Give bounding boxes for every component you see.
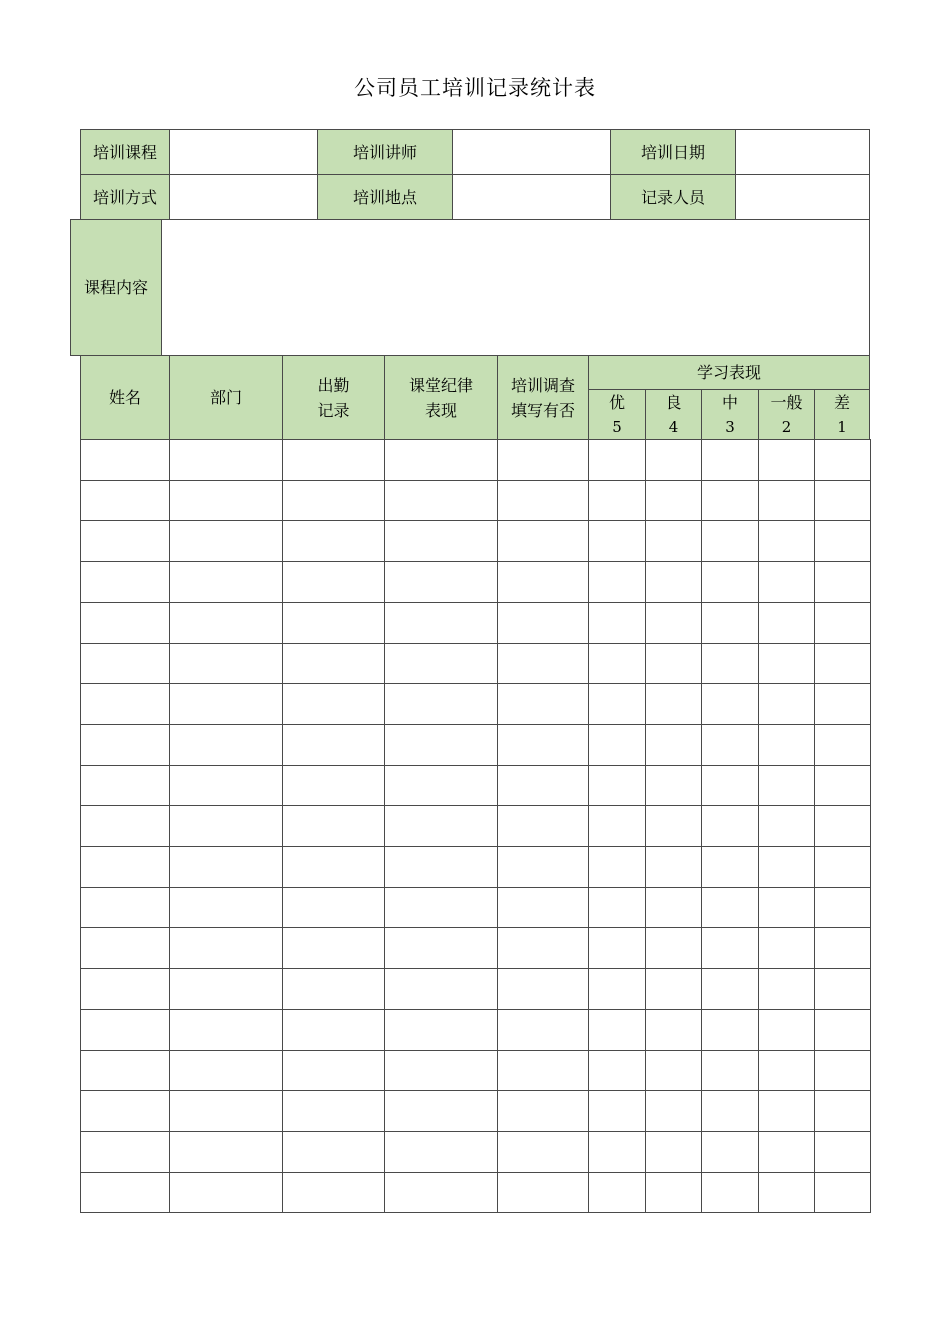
content-field[interactable] <box>161 219 870 356</box>
table-cell[interactable] <box>701 968 759 1010</box>
table-cell[interactable] <box>814 683 871 725</box>
table-cell[interactable] <box>701 602 759 644</box>
table-cell[interactable] <box>282 1009 385 1051</box>
table-cell[interactable] <box>80 480 170 521</box>
table-cell[interactable] <box>282 968 385 1010</box>
table-cell[interactable] <box>814 520 871 562</box>
table-cell[interactable] <box>384 1050 498 1091</box>
table-cell[interactable] <box>169 1090 283 1132</box>
table-cell[interactable] <box>814 724 871 766</box>
table-cell[interactable] <box>169 643 283 684</box>
table-cell[interactable] <box>645 968 702 1010</box>
grade-score: 1 <box>837 417 847 436</box>
grade-score: 5 <box>612 417 622 436</box>
table-cell[interactable] <box>645 520 702 562</box>
table-cell[interactable] <box>645 805 702 847</box>
table-cell[interactable] <box>645 1172 702 1213</box>
table-cell[interactable] <box>497 683 589 725</box>
grade-label: 差 <box>833 392 850 412</box>
table-cell[interactable] <box>384 1090 498 1132</box>
table-cell[interactable] <box>282 1172 385 1213</box>
table-cell[interactable] <box>169 927 283 969</box>
table-cell[interactable] <box>80 1050 170 1091</box>
table-cell[interactable] <box>384 927 498 969</box>
table-cell[interactable] <box>80 724 170 766</box>
table-cell[interactable] <box>80 561 170 603</box>
date-label: 培训日期 <box>610 129 736 175</box>
table-cell[interactable] <box>758 1050 815 1091</box>
table-cell[interactable] <box>384 887 498 928</box>
location-label: 培训地点 <box>317 174 453 220</box>
table-cell[interactable] <box>588 480 646 521</box>
col-survey-header <box>497 355 589 440</box>
table-cell[interactable] <box>497 602 589 644</box>
table-cell[interactable] <box>80 602 170 644</box>
table-cell[interactable] <box>80 1172 170 1213</box>
table-cell[interactable] <box>588 1050 646 1091</box>
table-cell[interactable] <box>588 602 646 644</box>
table-cell[interactable] <box>814 480 871 521</box>
table-cell[interactable] <box>701 683 759 725</box>
table-cell[interactable] <box>282 520 385 562</box>
table-cell[interactable] <box>384 1009 498 1051</box>
table-cell[interactable] <box>814 846 871 888</box>
table-cell[interactable] <box>169 561 283 603</box>
table-cell[interactable] <box>814 602 871 644</box>
table-cell[interactable] <box>384 805 498 847</box>
table-cell[interactable] <box>701 480 759 521</box>
table-cell[interactable] <box>645 561 702 603</box>
table-cell[interactable] <box>384 1131 498 1173</box>
table-cell[interactable] <box>814 1050 871 1091</box>
method-field[interactable] <box>169 174 318 220</box>
table-cell[interactable] <box>814 561 871 603</box>
table-cell[interactable] <box>588 846 646 888</box>
table-cell[interactable] <box>80 520 170 562</box>
table-cell[interactable] <box>814 439 871 481</box>
table-cell[interactable] <box>169 968 283 1010</box>
table-cell[interactable] <box>169 439 283 481</box>
table-cell[interactable] <box>384 439 498 481</box>
table-cell[interactable] <box>758 520 815 562</box>
course-field[interactable] <box>169 129 318 175</box>
table-cell[interactable] <box>758 643 815 684</box>
table-cell[interactable] <box>282 1050 385 1091</box>
table-cell[interactable] <box>169 520 283 562</box>
table-cell[interactable] <box>169 683 283 725</box>
table-cell[interactable] <box>588 805 646 847</box>
table-cell[interactable] <box>497 968 589 1010</box>
lecturer-label: 培训讲师 <box>317 129 453 175</box>
grade-good-header <box>645 389 702 440</box>
table-cell[interactable] <box>384 765 498 806</box>
grade-label: 一般 <box>770 392 803 412</box>
table-cell[interactable] <box>588 724 646 766</box>
table-cell[interactable] <box>701 520 759 562</box>
table-cell[interactable] <box>80 683 170 725</box>
table-cell[interactable] <box>384 968 498 1010</box>
table-cell[interactable] <box>701 805 759 847</box>
table-cell[interactable] <box>588 968 646 1010</box>
table-cell[interactable] <box>758 439 815 481</box>
table-cell[interactable] <box>701 1172 759 1213</box>
table-cell[interactable] <box>169 1131 283 1173</box>
survey-header-line1: 培训调查 <box>510 375 575 395</box>
table-cell[interactable] <box>282 927 385 969</box>
table-cell[interactable] <box>588 683 646 725</box>
page-title: 公司员工培训记录统计表 <box>354 76 596 100</box>
method-label: 培训方式 <box>80 174 170 220</box>
table-cell[interactable] <box>758 1172 815 1213</box>
table-cell[interactable] <box>384 846 498 888</box>
table-cell[interactable] <box>701 887 759 928</box>
table-cell[interactable] <box>645 683 702 725</box>
grade-poor-header <box>814 389 870 440</box>
table-cell[interactable] <box>701 643 759 684</box>
grade-medium-header <box>701 389 759 440</box>
col-name-header: 姓名 <box>80 355 170 440</box>
table-cell[interactable] <box>758 846 815 888</box>
table-cell[interactable] <box>80 1009 170 1051</box>
table-cell[interactable] <box>497 724 589 766</box>
table-cell[interactable] <box>282 1090 385 1132</box>
course-label: 培训课程 <box>80 129 170 175</box>
table-cell[interactable] <box>645 1009 702 1051</box>
table-cell[interactable] <box>169 602 283 644</box>
table-cell[interactable] <box>645 724 702 766</box>
table-cell[interactable] <box>80 765 170 806</box>
table-cell[interactable] <box>814 927 871 969</box>
table-cell[interactable] <box>701 439 759 481</box>
table-cell[interactable] <box>282 683 385 725</box>
table-cell[interactable] <box>645 1050 702 1091</box>
table-cell[interactable] <box>497 805 589 847</box>
table-cell[interactable] <box>497 643 589 684</box>
table-cell[interactable] <box>701 1050 759 1091</box>
table-cell[interactable] <box>169 887 283 928</box>
table-cell[interactable] <box>497 439 589 481</box>
discipline-header-line2: 表现 <box>424 400 457 420</box>
lecturer-field[interactable] <box>452 129 611 175</box>
table-cell[interactable] <box>282 561 385 603</box>
table-cell[interactable] <box>645 480 702 521</box>
discipline-header-line1: 课堂纪律 <box>408 375 473 395</box>
grade-score: 4 <box>668 417 679 436</box>
table-cell[interactable] <box>384 1172 498 1213</box>
table-cell[interactable] <box>588 927 646 969</box>
survey-header-line2: 填写有否 <box>510 400 575 420</box>
table-cell[interactable] <box>814 968 871 1010</box>
table-cell[interactable] <box>645 765 702 806</box>
grade-average-header <box>758 389 815 440</box>
grade-score: 2 <box>781 417 792 436</box>
table-cell[interactable] <box>588 1172 646 1213</box>
col-dept-header: 部门 <box>169 355 283 440</box>
table-cell[interactable] <box>814 1090 871 1132</box>
table-cell[interactable] <box>282 887 385 928</box>
table-cell[interactable] <box>384 480 498 521</box>
table-cell[interactable] <box>497 1090 589 1132</box>
table-cell[interactable] <box>758 683 815 725</box>
table-cell[interactable] <box>169 846 283 888</box>
table-cell[interactable] <box>588 1131 646 1173</box>
grade-label: 优 <box>608 392 625 412</box>
table-cell[interactable] <box>282 805 385 847</box>
table-cell[interactable] <box>758 1009 815 1051</box>
table-cell[interactable] <box>814 805 871 847</box>
table-cell[interactable] <box>80 643 170 684</box>
attendance-header-line1: 出勤 <box>317 375 350 395</box>
table-cell[interactable] <box>384 561 498 603</box>
grade-label: 良 <box>665 392 682 412</box>
table-cell[interactable] <box>814 765 871 806</box>
table-cell[interactable] <box>497 846 589 888</box>
table-cell[interactable] <box>497 927 589 969</box>
table-cell[interactable] <box>497 480 589 521</box>
table-cell[interactable] <box>701 724 759 766</box>
table-cell[interactable] <box>497 1172 589 1213</box>
table-cell[interactable] <box>758 480 815 521</box>
table-cell[interactable] <box>701 846 759 888</box>
table-cell[interactable] <box>282 643 385 684</box>
table-cell[interactable] <box>758 724 815 766</box>
grade-label: 中 <box>721 392 738 412</box>
table-cell[interactable] <box>758 968 815 1010</box>
table-cell[interactable] <box>758 927 815 969</box>
table-cell[interactable] <box>80 927 170 969</box>
table-cell[interactable] <box>588 1009 646 1051</box>
table-cell[interactable] <box>645 643 702 684</box>
table-cell[interactable] <box>588 520 646 562</box>
table-cell[interactable] <box>282 1131 385 1173</box>
table-cell[interactable] <box>282 724 385 766</box>
table-cell[interactable] <box>384 643 498 684</box>
table-cell[interactable] <box>80 805 170 847</box>
table-cell[interactable] <box>497 520 589 562</box>
table-cell[interactable] <box>80 439 170 481</box>
col-performance-header: 学习表现 <box>588 355 870 390</box>
table-cell[interactable] <box>384 683 498 725</box>
content-label: 课程内容 <box>70 219 162 356</box>
table-cell[interactable] <box>80 846 170 888</box>
grade-score: 3 <box>725 417 735 436</box>
table-cell[interactable] <box>758 1090 815 1132</box>
table-cell[interactable] <box>814 643 871 684</box>
table-cell[interactable] <box>497 1050 589 1091</box>
table-cell[interactable] <box>80 887 170 928</box>
table-cell[interactable] <box>384 520 498 562</box>
table-cell[interactable] <box>645 1090 702 1132</box>
table-cell[interactable] <box>588 765 646 806</box>
table-cell[interactable] <box>645 439 702 481</box>
table-cell[interactable] <box>588 887 646 928</box>
table-cell[interactable] <box>814 1009 871 1051</box>
table-cell[interactable] <box>645 846 702 888</box>
table-cell[interactable] <box>645 1131 702 1173</box>
table-cell[interactable] <box>497 1131 589 1173</box>
attendance-header-line2: 记录 <box>317 400 350 420</box>
table-cell[interactable] <box>758 805 815 847</box>
date-field[interactable] <box>735 129 870 175</box>
table-cell[interactable] <box>588 643 646 684</box>
table-cell[interactable] <box>282 765 385 806</box>
table-cell[interactable] <box>384 602 498 644</box>
table-cell[interactable] <box>169 480 283 521</box>
table-cell[interactable] <box>701 1131 759 1173</box>
recorder-label: 记录人员 <box>610 174 736 220</box>
table-cell[interactable] <box>282 602 385 644</box>
table-cell[interactable] <box>384 724 498 766</box>
table-cell[interactable] <box>701 765 759 806</box>
col-attendance-header <box>282 355 385 440</box>
table-cell[interactable] <box>814 1131 871 1173</box>
table-cell[interactable] <box>588 561 646 603</box>
table-cell[interactable] <box>80 1090 170 1132</box>
table-cell[interactable] <box>282 480 385 521</box>
table-cell[interactable] <box>701 1090 759 1132</box>
table-cell[interactable] <box>814 887 871 928</box>
table-cell[interactable] <box>497 887 589 928</box>
table-cell[interactable] <box>497 765 589 806</box>
table-cell[interactable] <box>282 439 385 481</box>
table-cell[interactable] <box>282 846 385 888</box>
table-cell[interactable] <box>814 1172 871 1213</box>
table-cell[interactable] <box>758 602 815 644</box>
table-cell[interactable] <box>80 1131 170 1173</box>
table-cell[interactable] <box>497 561 589 603</box>
table-cell[interactable] <box>758 1131 815 1173</box>
table-cell[interactable] <box>169 1050 283 1091</box>
table-cell[interactable] <box>169 805 283 847</box>
table-cell[interactable] <box>169 765 283 806</box>
table-cell[interactable] <box>758 887 815 928</box>
table-cell[interactable] <box>645 887 702 928</box>
table-cell[interactable] <box>588 1090 646 1132</box>
table-cell[interactable] <box>169 1009 283 1051</box>
grade-excellent-header <box>588 389 646 440</box>
table-cell[interactable] <box>588 439 646 481</box>
table-cell[interactable] <box>701 1009 759 1051</box>
table-cell[interactable] <box>701 561 759 603</box>
table-cell[interactable] <box>169 724 283 766</box>
table-cell[interactable] <box>497 1009 589 1051</box>
recorder-field[interactable] <box>735 174 870 220</box>
table-cell[interactable] <box>645 602 702 644</box>
table-cell[interactable] <box>701 927 759 969</box>
table-cell[interactable] <box>80 968 170 1010</box>
table-cell[interactable] <box>169 1172 283 1213</box>
table-cell[interactable] <box>645 927 702 969</box>
col-discipline-header <box>384 355 498 440</box>
table-cell[interactable] <box>758 765 815 806</box>
table-cell[interactable] <box>758 561 815 603</box>
location-field[interactable] <box>452 174 611 220</box>
